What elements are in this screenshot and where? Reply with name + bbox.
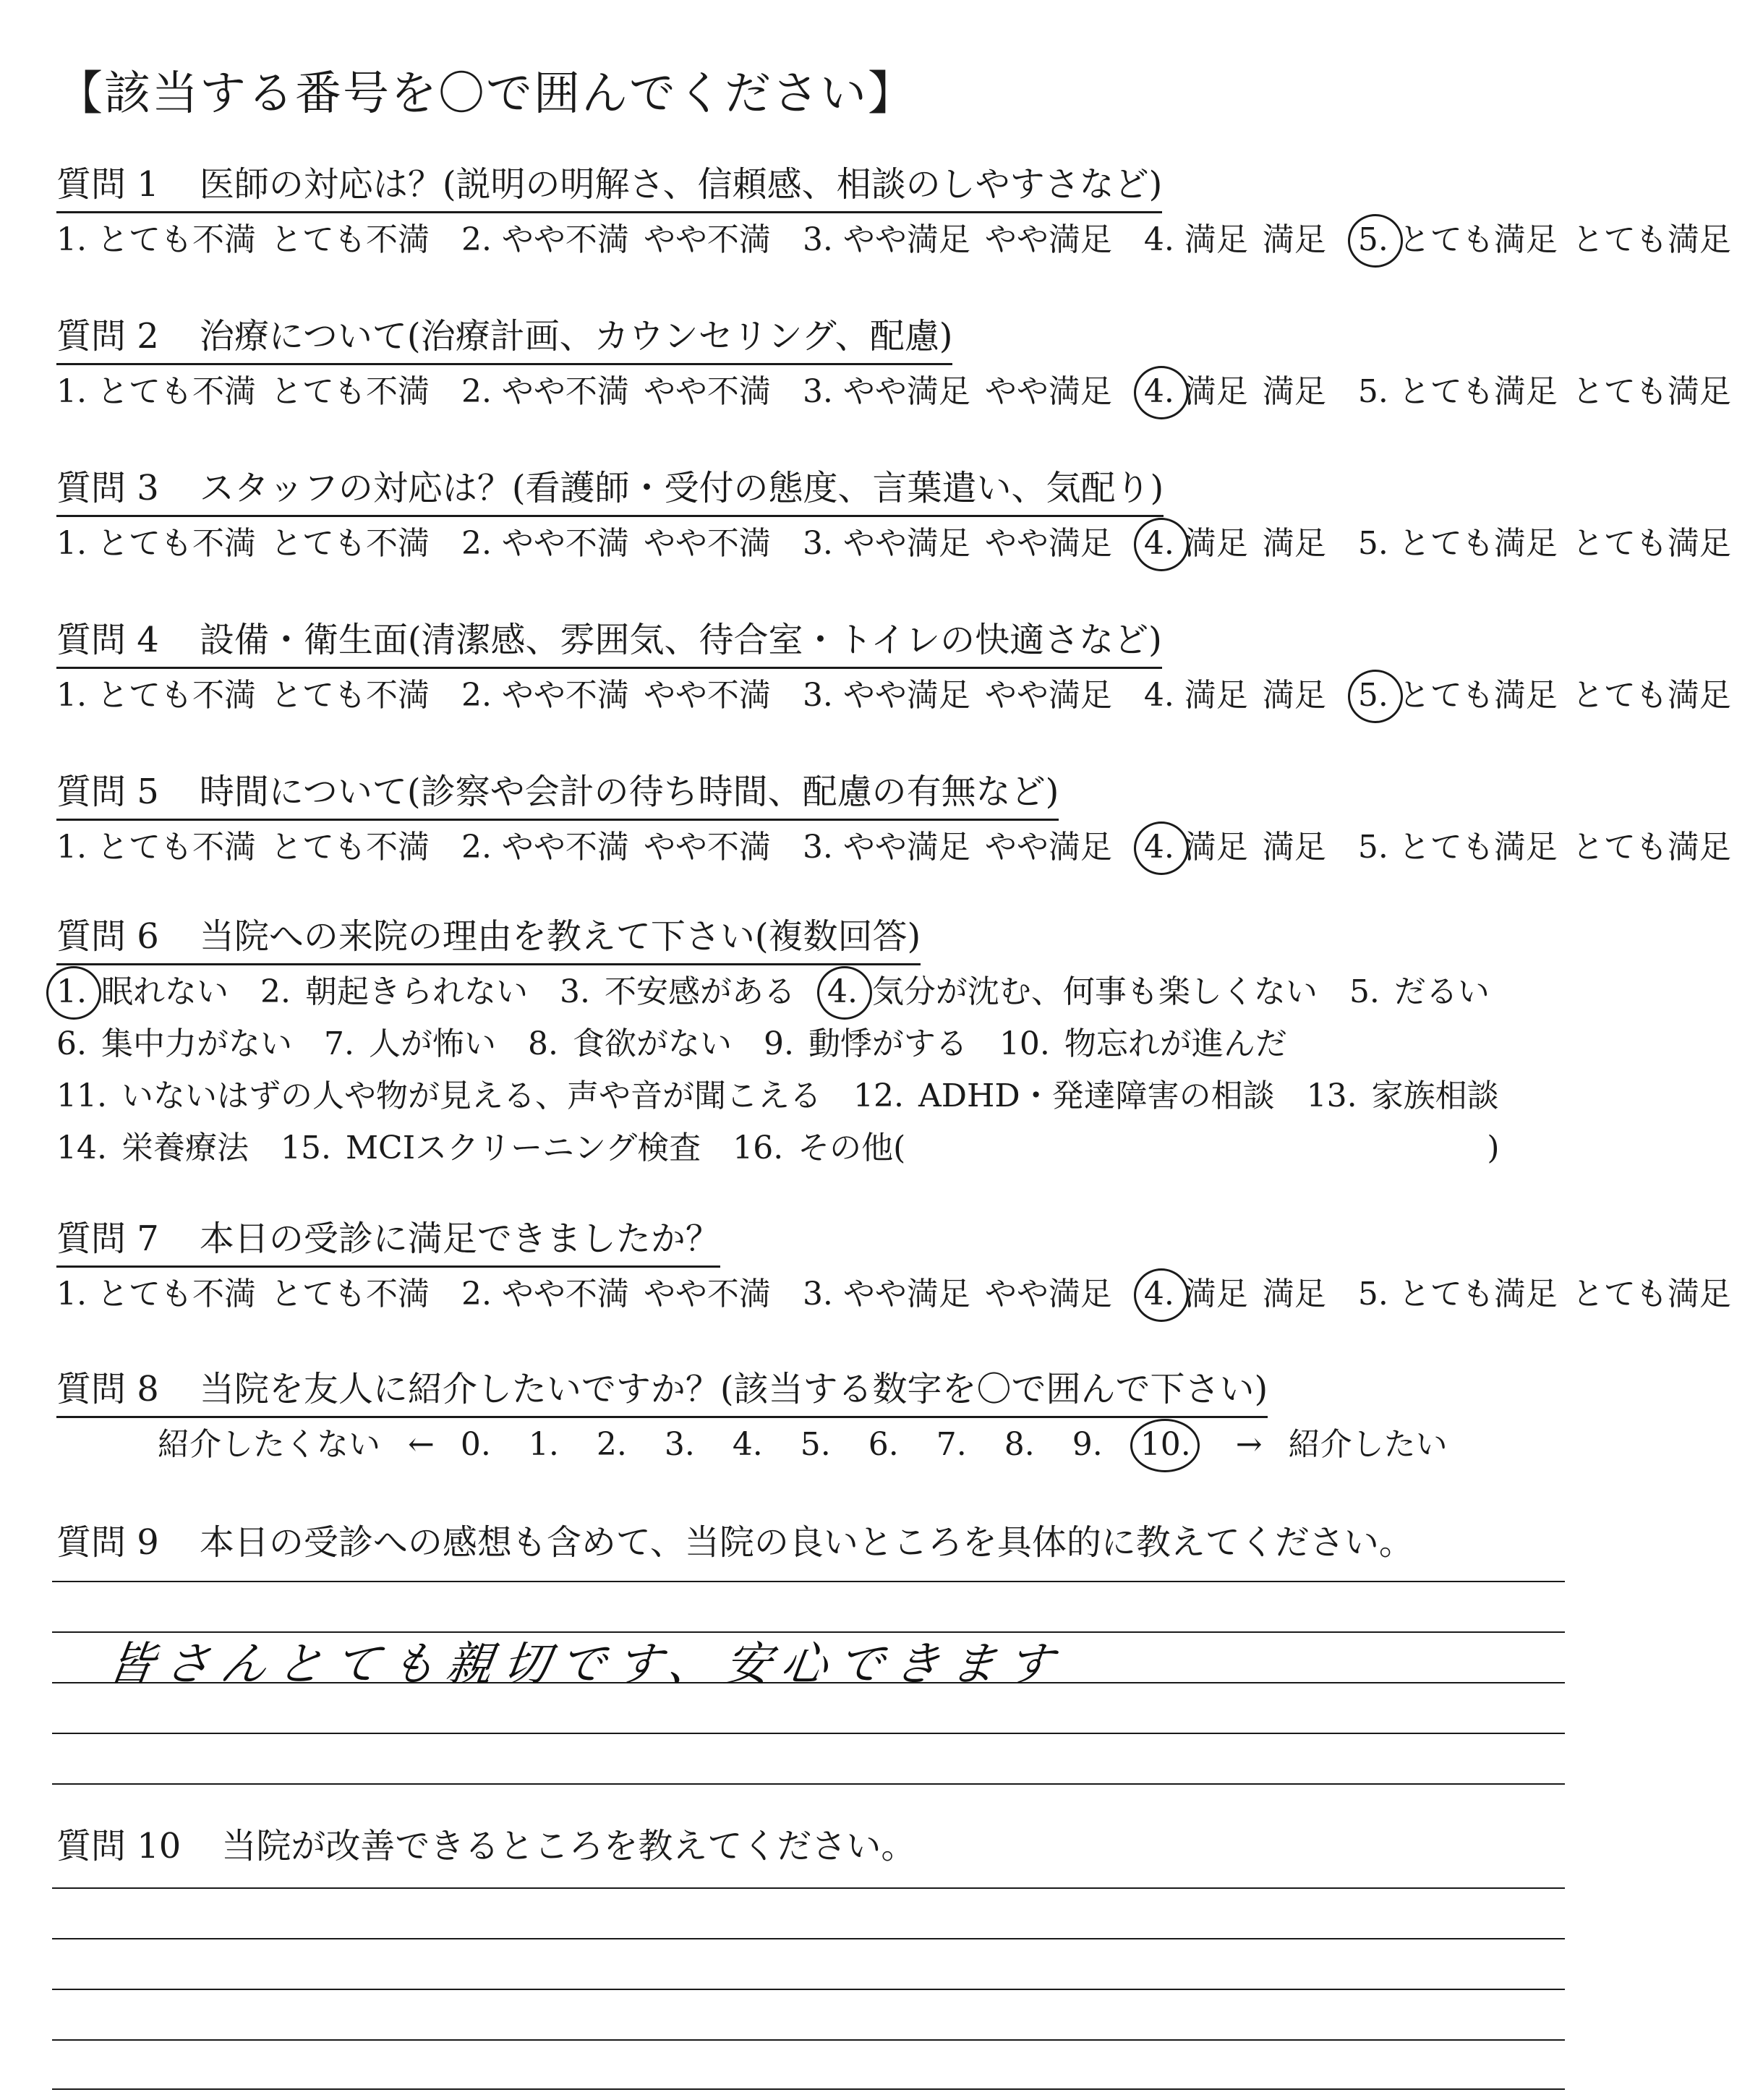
- q7-text: 本日の受診に満足できましたか？: [199, 1218, 720, 1259]
- q6-option-label: 人が怖い: [368, 1025, 496, 1062]
- q7-option-number: 3. やや満足: [802, 1276, 970, 1312]
- q5-option-label: 満足: [1262, 829, 1326, 866]
- q7-header: [56, 1215, 720, 1268]
- q5-option-4[interactable]: [1144, 824, 1326, 871]
- q4-option-1[interactable]: [56, 673, 430, 719]
- q7-option-number: 4. 満足: [1144, 1271, 1248, 1318]
- q6-option-row: [56, 1073, 1531, 1119]
- q2-option-number: 2. やや不満: [461, 373, 629, 410]
- q6-option-row: [56, 1125, 1500, 1171]
- q3-option-number: 4. 満足: [1144, 521, 1248, 567]
- q2-option-number: 3. やや満足: [802, 373, 970, 410]
- q7-option-number: 1. とても不満: [56, 1276, 256, 1312]
- q10-number: 質問 10: [56, 1826, 182, 1866]
- q9-text: 本日の受診への感想も含めて、当院の良いところを具体的に教えてください。: [199, 1522, 1414, 1563]
- q9-answer-line: [52, 1581, 1565, 1582]
- q8-scale-number[interactable]: 6.: [868, 1426, 899, 1463]
- q2-option-label: とても満足: [1571, 373, 1731, 410]
- q7-option-1[interactable]: [56, 1271, 430, 1318]
- q3-option-5[interactable]: [1358, 521, 1731, 567]
- q4-number: 質問 4: [56, 620, 159, 660]
- q1-option-label: 満足: [1262, 221, 1326, 258]
- q1-option-label: やや満足: [984, 221, 1112, 258]
- q4-option-3[interactable]: [803, 673, 1112, 719]
- q7-option-5[interactable]: [1358, 1271, 1731, 1318]
- q6-option-label: 食欲がない: [572, 1025, 732, 1062]
- q5-option-label: とても不満: [270, 829, 430, 866]
- q5-options: [56, 824, 1763, 871]
- q6-option-label: 気分が沈む、何事も楽しくない: [871, 973, 1318, 1010]
- q4-option-label: やや満足: [984, 677, 1112, 714]
- q6-option[interactable]: [1307, 1073, 1499, 1119]
- q3-option-number: 3. やや満足: [802, 525, 970, 562]
- q6-option-number: 2.: [260, 973, 291, 1010]
- q2-option-2[interactable]: [461, 369, 771, 415]
- q2-option-3[interactable]: [803, 369, 1112, 415]
- q3-option-4[interactable]: [1144, 521, 1326, 567]
- q6-option-number: 5.: [1349, 973, 1380, 1010]
- q6-option-number: 16.: [733, 1130, 784, 1166]
- q8-header: [56, 1365, 1268, 1418]
- q4-option-5[interactable]: [1358, 673, 1731, 719]
- q7-option-label: とても満足: [1571, 1276, 1731, 1312]
- q5-option-number: 5. とても満足: [1357, 829, 1558, 866]
- q1-option-4[interactable]: [1144, 217, 1326, 263]
- q4-text: 設備・衛生面(清潔感、雰囲気、待合室・トイレの快適さなど): [199, 620, 1162, 660]
- q9-header: [56, 1519, 1414, 1569]
- right-arrow-icon: →: [1235, 1426, 1263, 1463]
- q8-numbers: [461, 1426, 1229, 1463]
- q4-option-label: とても不満: [270, 677, 430, 714]
- q2-number: 質問 2: [56, 316, 159, 357]
- q2-option-number: 1. とても不満: [56, 373, 256, 410]
- q9-answer-line: [52, 1783, 1565, 1785]
- q5-option-number: 3. やや満足: [802, 829, 970, 866]
- q7-option-2[interactable]: [461, 1271, 771, 1318]
- q2-option-label: とても不満: [270, 373, 430, 410]
- q8-scale-number[interactable]: 7.: [936, 1426, 967, 1463]
- q6-option-number: 10.: [999, 1025, 1050, 1062]
- q7-option-4[interactable]: [1144, 1271, 1326, 1318]
- q2-option-5[interactable]: [1358, 369, 1731, 415]
- q7-option-number: 2. やや不満: [461, 1276, 629, 1312]
- q8-scale-number[interactable]: 9.: [1072, 1426, 1103, 1463]
- q3-option-label: 満足: [1262, 525, 1326, 562]
- q6-header: [56, 913, 921, 965]
- left-arrow-icon: ←: [408, 1426, 435, 1463]
- q6-option[interactable]: [764, 1021, 968, 1067]
- q6-option-label: ADHD・発達障害の相談: [918, 1077, 1275, 1114]
- q6-option[interactable]: [56, 1073, 821, 1119]
- q3-option-1[interactable]: [56, 521, 430, 567]
- q1-option-5[interactable]: [1358, 217, 1731, 263]
- q8-scale-number[interactable]: 0.: [460, 1426, 491, 1463]
- q6-option-label: 栄養療法: [121, 1130, 249, 1166]
- q6-option-label: MCIスクリーニング検査: [345, 1130, 701, 1166]
- q1-option-1[interactable]: [56, 217, 430, 263]
- q6-option-number: 1.: [56, 969, 87, 1015]
- q1-option-2[interactable]: [461, 217, 771, 263]
- q3-option-2[interactable]: [461, 521, 771, 567]
- q7-option-label: やや不満: [643, 1276, 771, 1312]
- q4-option-2[interactable]: [461, 673, 771, 719]
- q1-option-number: 2. やや不満: [461, 221, 629, 258]
- q6-option-number: 12.: [853, 1077, 904, 1114]
- q6-option-label: 集中力がない: [101, 1025, 292, 1062]
- q6-option-label: その他(: [798, 1130, 906, 1166]
- q8-number: 質問 8: [56, 1369, 159, 1409]
- q7-option-label: とても不満: [270, 1276, 430, 1312]
- q5-option-1[interactable]: [56, 824, 430, 871]
- q6-option-number: 6.: [56, 1025, 87, 1062]
- q4-option-number: 3. やや満足: [802, 677, 970, 714]
- q4-option-number: 5. とても満足: [1358, 673, 1558, 719]
- q6-option-label: 家族相談: [1371, 1077, 1499, 1114]
- q4-option-label: やや不満: [643, 677, 771, 714]
- q2-option-4[interactable]: [1144, 369, 1326, 415]
- q1-header: [56, 161, 1162, 213]
- q2-text: 治療について(治療計画、カウンセリング、配慮): [199, 316, 953, 357]
- q10-text: 当院が改善できるところを教えてください。: [221, 1826, 916, 1866]
- q4-option-number: 4. 満足: [1143, 677, 1248, 714]
- q4-option-4[interactable]: [1144, 673, 1326, 719]
- q8-scale-number[interactable]: 1.: [528, 1426, 559, 1463]
- q5-option-3[interactable]: [803, 824, 1112, 871]
- q1-option-number: 1. とても不満: [56, 221, 256, 258]
- q6-option[interactable]: [999, 1021, 1287, 1067]
- q6-option-label: 朝起きられない: [304, 973, 528, 1010]
- q8-scale-number[interactable]: 8.: [1004, 1426, 1035, 1463]
- q6-option-row: [56, 969, 1521, 1015]
- q7-option-number: 5. とても満足: [1357, 1276, 1558, 1312]
- page-title: 【該当する番号を〇で囲んでください】: [56, 67, 915, 121]
- q4-header: [56, 616, 1162, 669]
- q2-header: [56, 312, 952, 365]
- q2-option-label: やや不満: [643, 373, 771, 410]
- q6-option-number: 4.: [827, 969, 858, 1015]
- q1-option-number: 4. 満足: [1143, 221, 1248, 258]
- q6-option[interactable]: [1349, 969, 1490, 1015]
- q8-scale-number[interactable]: 10.: [1140, 1422, 1191, 1468]
- q1-option-number: 3. やや満足: [802, 221, 970, 258]
- q8-left-label: 紹介したくない: [158, 1426, 380, 1463]
- q6-option-number: 13.: [1306, 1077, 1357, 1114]
- q7-option-label: やや満足: [984, 1276, 1112, 1312]
- q7-option-label: 満足: [1262, 1276, 1326, 1312]
- q5-option-number: 2. やや不満: [461, 829, 629, 866]
- q6-option-label: だるい: [1393, 973, 1490, 1010]
- q3-option-label: とても不満: [270, 525, 430, 562]
- q6-option[interactable]: [528, 1021, 732, 1067]
- q9-answer-line: [52, 1733, 1565, 1734]
- q1-option-label: やや不満: [643, 221, 771, 258]
- q10-answer-line: [52, 2039, 1565, 2041]
- q8-right-label: 紹介したい: [1288, 1426, 1448, 1463]
- q4-option-number: 2. やや不満: [461, 677, 629, 714]
- q3-option-3[interactable]: [803, 521, 1112, 567]
- q2-option-1[interactable]: [56, 369, 430, 415]
- q3-option-label: やや不満: [643, 525, 771, 562]
- q6-option-number: 7.: [323, 1025, 354, 1062]
- q2-option-number: 4. 満足: [1144, 369, 1248, 415]
- q6-option-label: 眠れない: [101, 973, 229, 1010]
- q2-options: [56, 369, 1763, 415]
- q8-scale-number[interactable]: 4.: [732, 1426, 763, 1463]
- q6-option-label: 物忘れが進んだ: [1064, 1025, 1287, 1062]
- q7-options: [56, 1271, 1763, 1318]
- q6-option[interactable]: [324, 1021, 496, 1067]
- q6-option[interactable]: [260, 969, 528, 1015]
- q6-option-label: いないはずの人や物が見える、声や音が聞こえる: [121, 1077, 821, 1114]
- q6-option[interactable]: [560, 969, 795, 1015]
- q10-header: [56, 1822, 915, 1873]
- q3-header: [56, 464, 1164, 517]
- q6-option-number: 9.: [763, 1025, 794, 1062]
- q6-number: 質問 6: [56, 916, 159, 957]
- q5-header: [56, 768, 1059, 821]
- q1-text: 医師の対応は？(説明の明解さ、信頼感、相談のしやすさなど): [199, 164, 1163, 205]
- q3-option-number: 1. とても不満: [56, 525, 256, 562]
- q4-options: [56, 673, 1763, 719]
- q1-option-label: とても不満: [270, 221, 430, 258]
- q6-option-number: 11.: [56, 1077, 107, 1114]
- q6-option-label: 不安感がある: [604, 973, 795, 1010]
- q3-text: スタッフの対応は？(看護師・受付の態度、言葉遣い、気配り): [199, 468, 1164, 508]
- q3-number: 質問 3: [56, 468, 159, 508]
- q5-option-label: とても満足: [1571, 829, 1731, 866]
- q10-answer-line: [52, 1938, 1565, 1939]
- q4-option-label: 満足: [1262, 677, 1326, 714]
- q6-option-row: [56, 1021, 1319, 1067]
- q8-scale-number[interactable]: 5.: [800, 1426, 831, 1463]
- q1-options: [56, 217, 1763, 263]
- q6-option[interactable]: [733, 1125, 905, 1171]
- q9-number: 質問 9: [56, 1522, 159, 1563]
- q7-option-3[interactable]: [803, 1271, 1112, 1318]
- q2-option-label: やや満足: [984, 373, 1112, 410]
- q5-option-number: 1. とても不満: [56, 829, 256, 866]
- q1-option-3[interactable]: [803, 217, 1112, 263]
- q10-answer-line: [52, 1887, 1565, 1889]
- q2-option-number: 5. とても満足: [1357, 373, 1558, 410]
- q3-option-number: 2. やや不満: [461, 525, 629, 562]
- q6-option-number: 14.: [56, 1130, 107, 1166]
- q3-options: [56, 521, 1763, 567]
- q6-option[interactable]: [827, 969, 1318, 1015]
- q10-answer-line: [52, 1989, 1565, 1990]
- q9-handwritten-answer: 皆さんとても親切です、安心できます: [103, 1638, 1067, 1691]
- q6-option-number: 3.: [559, 973, 590, 1010]
- q6-option[interactable]: [56, 1125, 249, 1171]
- q8-scale-number[interactable]: 2.: [596, 1426, 627, 1463]
- q5-option-number: 4. 満足: [1144, 824, 1248, 871]
- q6-option-number: 8.: [527, 1025, 558, 1062]
- q6-option[interactable]: [56, 1021, 292, 1067]
- q3-option-label: とても満足: [1571, 525, 1731, 562]
- q8-text: 当院を友人に紹介したいですか？(該当する数字を〇で囲んで下さい): [199, 1369, 1268, 1409]
- q6-option[interactable]: [281, 1125, 701, 1171]
- q8-scale: [158, 1422, 1468, 1468]
- q4-option-number: 1. とても不満: [56, 677, 256, 714]
- q5-text: 時間について(診察や会計の待ち時間、配慮の有無など): [199, 772, 1059, 812]
- q6-option[interactable]: [56, 969, 229, 1015]
- q2-option-label: 満足: [1262, 373, 1326, 410]
- q5-option-label: やや満足: [984, 829, 1112, 866]
- q6-text: 当院への来院の理由を教えて下さい(複数回答): [199, 916, 921, 957]
- q6-option-label: 動悸がする: [808, 1025, 968, 1062]
- q5-option-2[interactable]: [461, 824, 771, 871]
- q1-number: 質問 1: [56, 164, 159, 205]
- q8-scale-number[interactable]: 3.: [664, 1426, 695, 1463]
- q6-other-close-paren: ): [1487, 1130, 1500, 1166]
- q4-option-label: とても満足: [1571, 677, 1731, 714]
- q1-option-label: とても満足: [1571, 221, 1731, 258]
- q5-option-5[interactable]: [1358, 824, 1731, 871]
- q5-option-label: やや不満: [643, 829, 771, 866]
- q5-number: 質問 5: [56, 772, 159, 812]
- q6-option-number: 15.: [280, 1130, 331, 1166]
- q3-option-number: 5. とても満足: [1357, 525, 1558, 562]
- q7-number: 質問 7: [56, 1218, 159, 1259]
- q6-option[interactable]: [853, 1073, 1275, 1119]
- q10-answer-line: [52, 2088, 1565, 2090]
- q1-option-number: 5. とても満足: [1358, 217, 1558, 263]
- q3-option-label: やや満足: [984, 525, 1112, 562]
